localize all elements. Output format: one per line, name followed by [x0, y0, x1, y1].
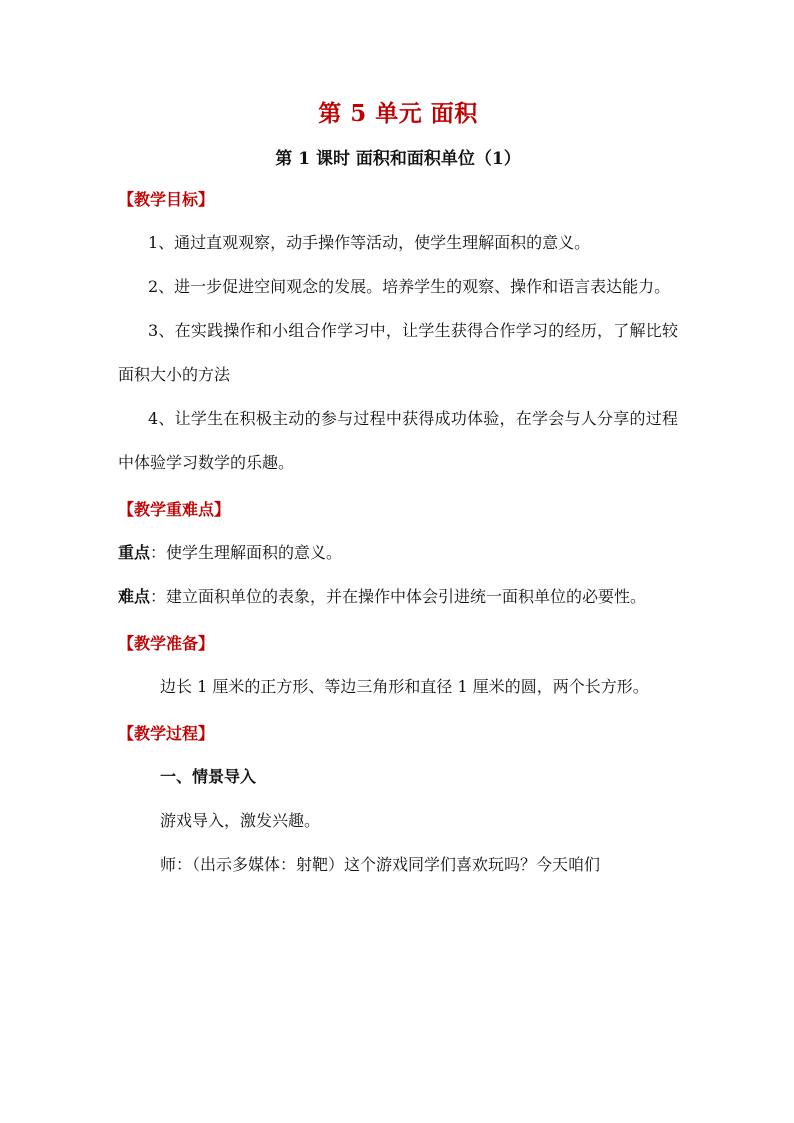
- objective-item-2: 2、进一步促进空间观念的发展。培养学生的观察、操作和语言表达能力。: [148, 277, 671, 296]
- document-content: [118, 98, 678, 887]
- process-step-1-line-2: 师：（出示多媒体：射靶）这个游戏同学们喜欢玩吗？今天咱们: [160, 855, 601, 874]
- document-title: 第 5 单元 面积: [318, 100, 478, 127]
- difficulty-point: [118, 575, 678, 619]
- section-heading-process: 【教学过程】: [118, 724, 215, 743]
- preparation-text: 边长 1 厘米的正方形、等边三角形和直径 1 厘米的圆，两个长方形。: [160, 677, 649, 696]
- lesson-subtitle: 第 1 课时 面积和面积单位（1）: [275, 149, 521, 169]
- section-heading-key-points: 【教学重难点】: [118, 500, 231, 519]
- objective-item-3: 3、在实践操作和小组合作学习中，让学生获得合作学习的经历，了解比较面积大小的方法: [118, 321, 678, 384]
- focus-point: [118, 531, 678, 575]
- difficulty-text: ：建立面积单位的表象，并在操作中体会引进统一面积单位的必要性。: [150, 587, 647, 606]
- process-step-1-title: 一、情景导入: [160, 767, 257, 786]
- objective-item-1: 1、通过直观观察，动手操作等活动，使学生理解面积的意义。: [148, 233, 591, 252]
- difficulty-label: 难点: [118, 587, 151, 606]
- focus-text: ：使学生理解面积的意义。: [150, 543, 343, 562]
- section-heading-objectives: 【教学目标】: [118, 190, 215, 209]
- focus-label: 重点: [118, 543, 151, 562]
- process-step-1-line-1: 游戏导入，激发兴趣。: [160, 811, 321, 830]
- section-heading-preparation: 【教学准备】: [118, 634, 215, 653]
- objective-item-4: 4、让学生在积极主动的参与过程中获得成功体验，在学会与人分享的过程中体验学习数学的乐趣。: [118, 409, 678, 472]
